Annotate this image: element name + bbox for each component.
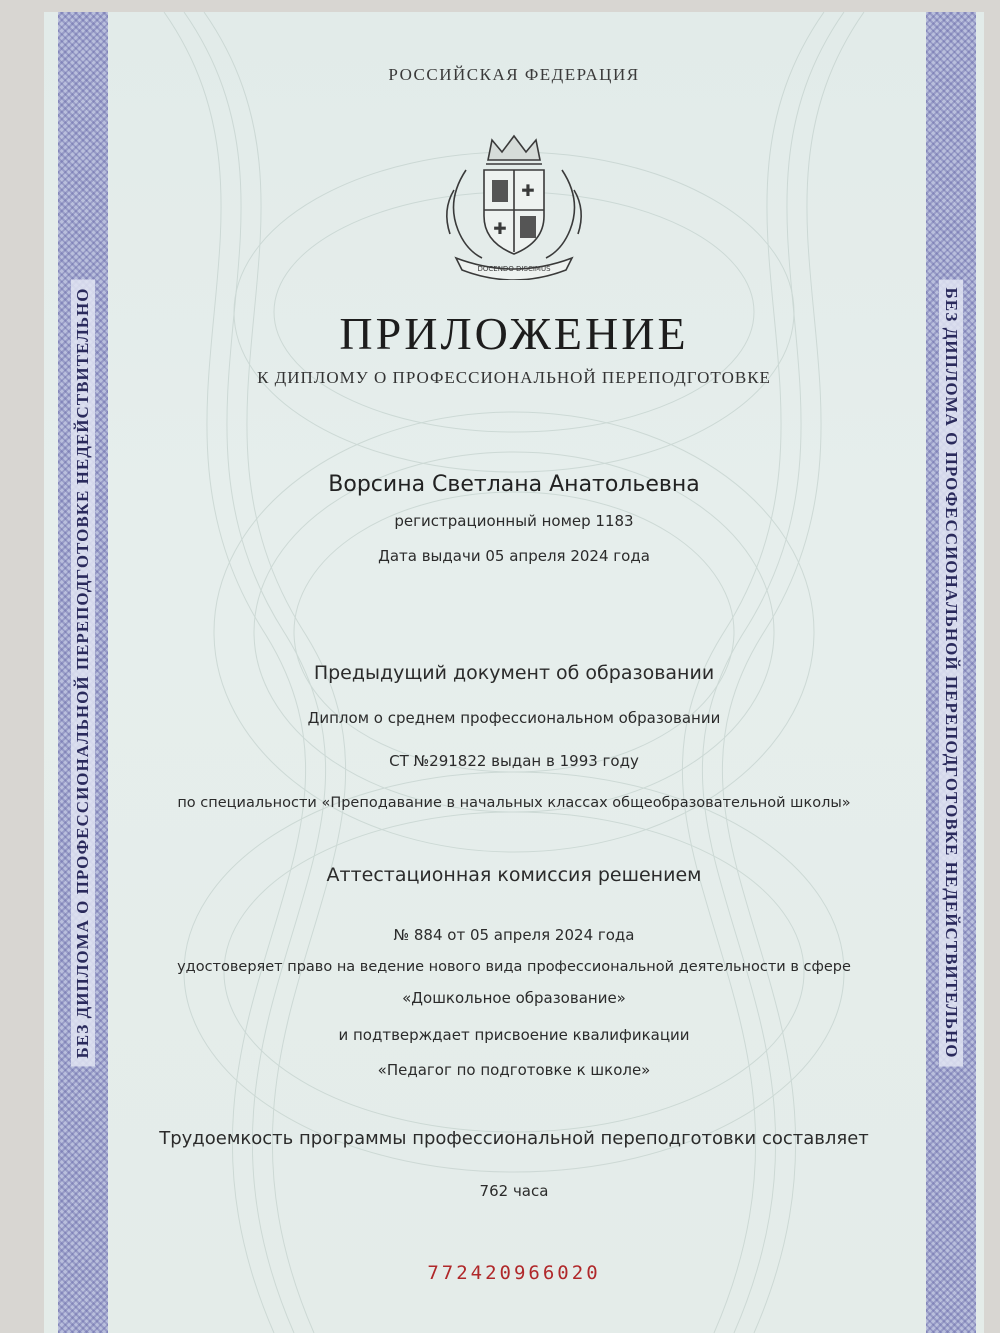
holder-name: Ворсина Светлана Анатольевна bbox=[328, 472, 700, 497]
document-title: ПРИЛОЖЕНИЕ bbox=[339, 308, 689, 359]
registration-number: регистрационный номер 1183 bbox=[394, 512, 634, 530]
attestation-line5: «Педагог по подготовке к школе» bbox=[377, 1061, 651, 1079]
attestation-heading: Аттестационная комиссия решением bbox=[326, 864, 702, 886]
svg-text:✚: ✚ bbox=[493, 219, 507, 238]
program-hours: 762 часа bbox=[479, 1182, 549, 1200]
previous-education-line1: Диплом о среднем профессиональном образовании bbox=[307, 709, 721, 727]
right-border-text: БЕЗ ДИПЛОМА О ПРОФЕССИОНАЛЬНОЙ ПЕРЕПОДГОТОВКЕ НЕДЕЙСТВИТЕЛЬНО bbox=[939, 279, 963, 1066]
diploma-sheet bbox=[44, 12, 984, 1333]
svg-text:✚: ✚ bbox=[521, 181, 535, 200]
document-content bbox=[44, 12, 984, 1333]
left-border-text: БЕЗ ДИПЛОМА О ПРОФЕССИОНАЛЬНОЙ ПЕРЕПОДГОТОВКЕ НЕДЕЙСТВИТЕЛЬНО bbox=[71, 279, 95, 1066]
attestation-line1: № 884 от 05 апреля 2024 года bbox=[393, 926, 635, 944]
previous-education-line2: СТ №291822 выдан в 1993 году bbox=[389, 752, 639, 770]
document-subtitle: К ДИПЛОМУ О ПРОФЕССИОНАЛЬНОЙ ПЕРЕПОДГОТОВКЕ bbox=[257, 368, 771, 387]
country-title: РОССИЙСКАЯ ФЕДЕРАЦИЯ bbox=[388, 65, 640, 84]
previous-education-heading: Предыдущий документ об образовании bbox=[313, 662, 715, 684]
attestation-line3: «Дошкольное образование» bbox=[402, 989, 626, 1007]
program-heading: Трудоемкость программы профессиональной переподготовки составляет bbox=[159, 1128, 869, 1149]
serial-number: 772420966020 bbox=[427, 1262, 601, 1284]
emblem-motto: DOCENDO DISCIMUS bbox=[477, 265, 551, 273]
coat-of-arms-emblem bbox=[436, 130, 592, 280]
attestation-line2: удостоверяет право на ведение нового вида профессиональной деятельности в сфере bbox=[177, 959, 851, 975]
previous-education-line3: по специальности «Преподавание в начальных классах общеобразовательной школы» bbox=[177, 795, 851, 811]
issue-date: Дата выдачи 05 апреля 2024 года bbox=[378, 547, 650, 565]
attestation-line4: и подтверждает присвоение квалификации bbox=[338, 1026, 690, 1044]
